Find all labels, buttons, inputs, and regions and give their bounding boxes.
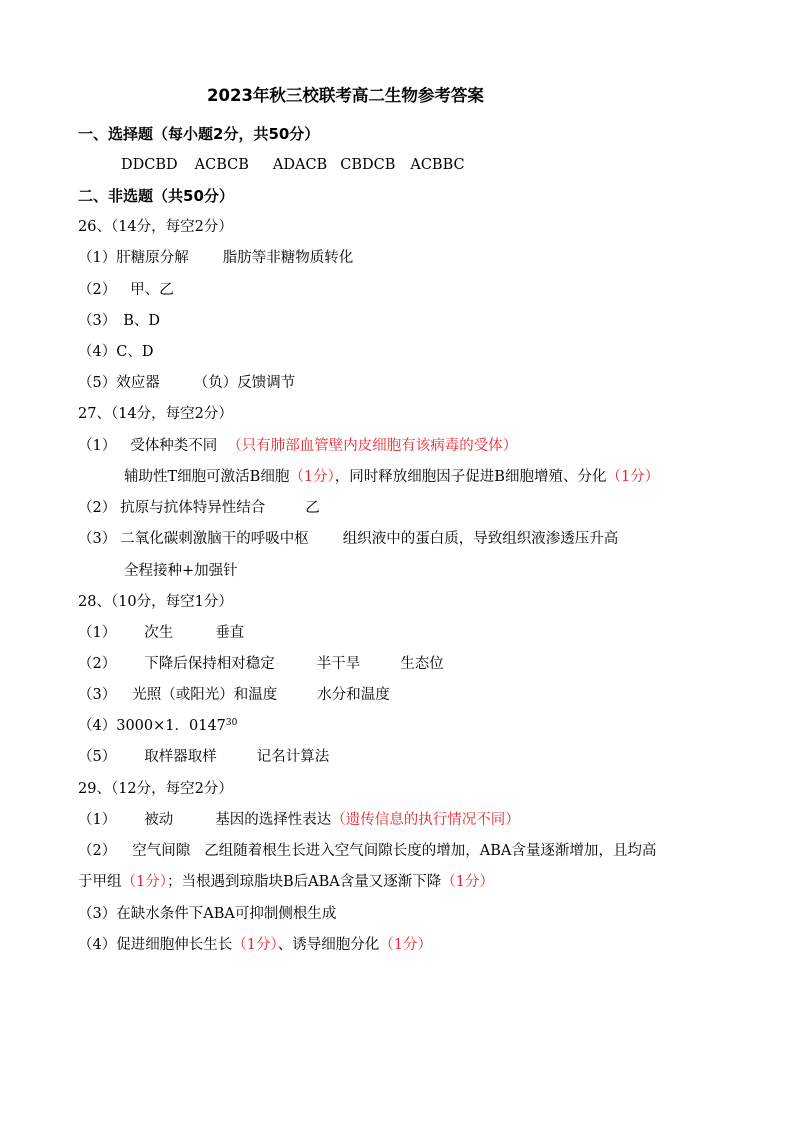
q26-answer-2	[78, 280, 174, 300]
answer-text: 甲、乙	[130, 282, 174, 298]
answer-label: （2）	[78, 843, 117, 859]
answer-text: 基因的选择性表达	[215, 812, 332, 828]
answer-label: （5）	[78, 749, 117, 765]
answer-text: 辅助性T细胞可激活B细胞	[124, 469, 290, 485]
q28-answer-4	[78, 716, 237, 736]
answer-label: （2）	[78, 500, 117, 516]
answer-label: （3）	[78, 687, 117, 703]
answer-text: 光照（或阳光）和温度	[132, 687, 278, 703]
score-note: （1分）	[606, 469, 660, 485]
q26-header: 26、（14分，每空2分）	[78, 219, 233, 235]
q29-answer-2b	[78, 872, 494, 892]
answer-text: 二氧化碳刺激脑干的呼吸中枢	[120, 531, 309, 547]
score-note: （1分）	[232, 937, 278, 953]
q28-header: 28、（10分，每空1分）	[78, 594, 233, 610]
answer-text: 半干旱	[316, 656, 361, 672]
q29-answer-4	[78, 935, 432, 955]
answer-text: 空气间隙	[132, 843, 191, 859]
answer-text: 、诱导细胞分化	[277, 937, 380, 953]
answer-text: B、D	[123, 313, 161, 329]
answer-text: （1）肝糖原分解	[78, 250, 189, 266]
answer-text: 垂直	[215, 625, 245, 641]
answer-text: （5）效应器	[78, 375, 160, 391]
answer-text: 生态位	[400, 656, 444, 672]
page-title: 2023年秋三校联考高二生物参考答案	[207, 86, 484, 105]
choice-group-2: ACBCB	[194, 157, 249, 173]
q26-answer-1	[78, 248, 353, 268]
answer-note: （只有肺部血管壁内皮细胞有该病毒的受体）	[227, 438, 518, 454]
q28-answer-3	[78, 685, 390, 705]
score-note: （1分）	[379, 937, 432, 953]
q26-answer-3	[78, 311, 160, 331]
score-note: （1分）	[289, 469, 335, 485]
answer-text: ，同时释放细胞因子促进B细胞增殖、分化	[334, 469, 607, 485]
q28-answer-1	[78, 623, 244, 643]
answer-text: （负）反馈调节	[193, 375, 296, 391]
choice-group-4: CBDCB	[340, 157, 396, 173]
q27-answer-3b: 全程接种+加强针	[124, 563, 238, 579]
answer-note: （遗传信息的执行情况不同）	[331, 812, 520, 828]
q27-answer-3	[78, 529, 618, 549]
answer-text: 水分和温度	[317, 687, 390, 703]
answer-label: （1）	[78, 812, 117, 828]
answer-label: （1）	[78, 438, 117, 454]
answer-text: 于甲组	[78, 874, 122, 890]
answer-text: ；当根遇到琼脂块B后ABA含量又逐渐下降	[166, 874, 442, 890]
q27-header: 27、（14分，每空2分）	[78, 406, 233, 422]
q29-answer-1	[78, 810, 520, 830]
answer-text: 乙	[305, 500, 320, 516]
q29-answer-2	[78, 841, 656, 861]
q27-answer-1b	[124, 467, 659, 487]
answer-label: （3）	[78, 531, 117, 547]
choice-group-5: ACBBC	[410, 157, 465, 173]
section1-heading: 一、选择题（每小题2分，共50分）	[78, 125, 320, 143]
choice-answers	[121, 155, 465, 175]
q28-answer-5	[78, 747, 329, 767]
answer-text: 抗原与抗体特异性结合	[120, 500, 266, 516]
q29-answer-3: （3）在缺水条件下ABA可抑制侧根生成	[78, 906, 337, 922]
answer-text: 组织液中的蛋白质，导致组织液渗透压升高	[342, 531, 619, 547]
exponent: 30	[225, 718, 238, 728]
answer-text: 取样器取样	[144, 749, 217, 765]
q26-answer-4: （4）C、D	[78, 344, 154, 360]
answer-label: （1）	[78, 625, 117, 641]
choice-group-3: ADACB	[272, 157, 328, 173]
q29-header: 29、（12分，每空2分）	[78, 781, 233, 797]
q26-answer-5	[78, 373, 295, 393]
q27-answer-2	[78, 498, 320, 518]
score-note: （1分）	[121, 874, 167, 890]
answer-text: 受体种类不同	[130, 438, 218, 454]
answer-text: （4）促进细胞伸长生长	[78, 937, 233, 953]
q28-answer-2	[78, 654, 444, 674]
answer-text: 脂肪等非糖物质转化	[222, 250, 354, 266]
answer-label: （3）	[78, 313, 117, 329]
answer-label: （2）	[78, 282, 117, 298]
answer-label: （2）	[78, 656, 117, 672]
score-note: （1分）	[441, 874, 494, 890]
answer-text: 乙组随着根生长进入空气间隙长度的增加，ABA含量逐渐增加，且均高	[204, 843, 657, 859]
answer-text: （4）3000×1．0147	[78, 718, 226, 734]
answer-text: 次生	[144, 625, 174, 641]
section2-heading: 二、非选题（共50分）	[78, 187, 234, 205]
answer-text: 下降后保持相对稳定	[144, 656, 275, 672]
choice-group-1: DDCBD	[121, 157, 178, 173]
answer-text: 被动	[144, 812, 174, 828]
answer-text: 记名计算法	[256, 749, 330, 765]
q27-answer-1	[78, 436, 517, 456]
